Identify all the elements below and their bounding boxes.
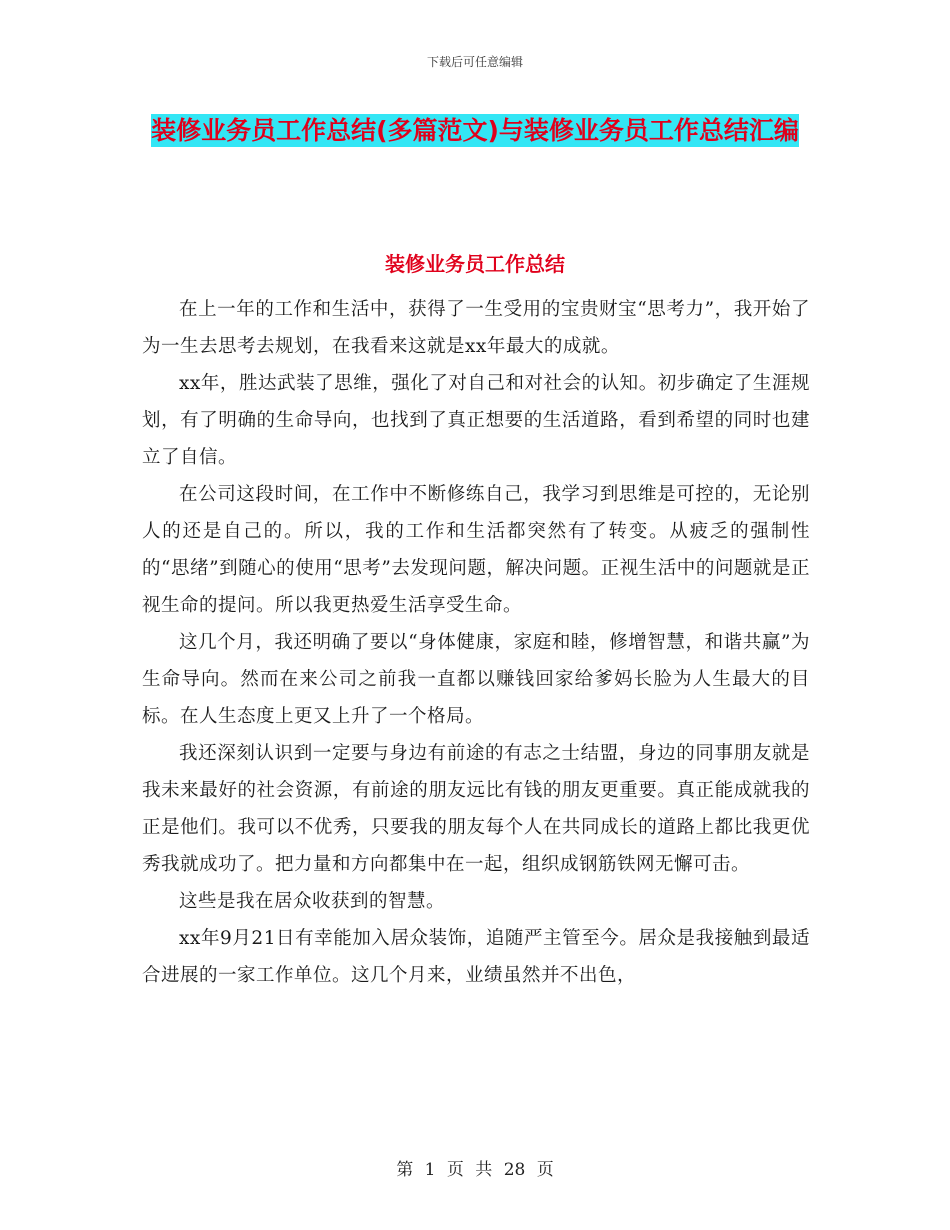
paragraph: xx年9月21日有幸能加入居众装饰，追随严主管至今。居众是我接触到最适合进展的一家工作单位。这几个月来，业绩虽然并不出色， bbox=[142, 928, 810, 986]
header-note: 下载后可任意编辑 bbox=[426, 55, 523, 69]
section-title: 装修业务员工作总结 bbox=[385, 252, 565, 276]
paragraph: 在上一年的工作和生活中，获得了一生受用的宝贵财宝“思考力”，我开始了为一生去思考去规划，在我看来这就是xx年最大的成就。 bbox=[142, 299, 810, 357]
paragraph: 这几个月，我还明确了要以“身体健康，家庭和睦，修增智慧，和谐共赢”为生命导向。然而在来公司之前我一直都以赚钱回家给爹妈长脸为人生最大的目标。在人生态度上更又上升了一个格局。 bbox=[142, 632, 810, 727]
paragraph: xx年，胜达武装了思维，强化了对自己和对社会的认知。初步确定了生涯规划，有了明确的生命导向，也找到了真正想要的生活道路，看到希望的同时也建立了自信。 bbox=[142, 373, 810, 468]
paragraph: 在公司这段时间，在工作中不断修练自己，我学习到思维是可控的，无论别人的还是自己的。所以，我的工作和生活都突然有了转变。从疲乏的强制性的“思绪”到随心的使用“思考”去发现问题，解决问题。正视生活中的问题就是正视生命的提问。所以我更热爱生活享受生命。 bbox=[142, 484, 810, 616]
document-body bbox=[142, 291, 810, 994]
document-title bbox=[140, 108, 810, 154]
page-number-footer: 第 1 页 共 28 页 bbox=[396, 1160, 554, 1180]
paragraph: 这些是我在居众收获到的智慧。 bbox=[179, 891, 446, 912]
paragraph: 我还深刻认识到一定要与身边有前途的有志之士结盟，身边的同事朋友就是我未来最好的社会资源，有前途的朋友远比有钱的朋友更重要。真正能成就我的正是他们。我可以不优秀，只要我的朋友每个人在共同成长的道路上都比我更优秀我就成功了。把力量和方向都集中在一起，组织成钢筋铁网无懈可击。 bbox=[142, 743, 810, 875]
document-title-text: 装修业务员工作总结(多篇范文)与装修业务员工作总结汇编 bbox=[151, 116, 799, 145]
